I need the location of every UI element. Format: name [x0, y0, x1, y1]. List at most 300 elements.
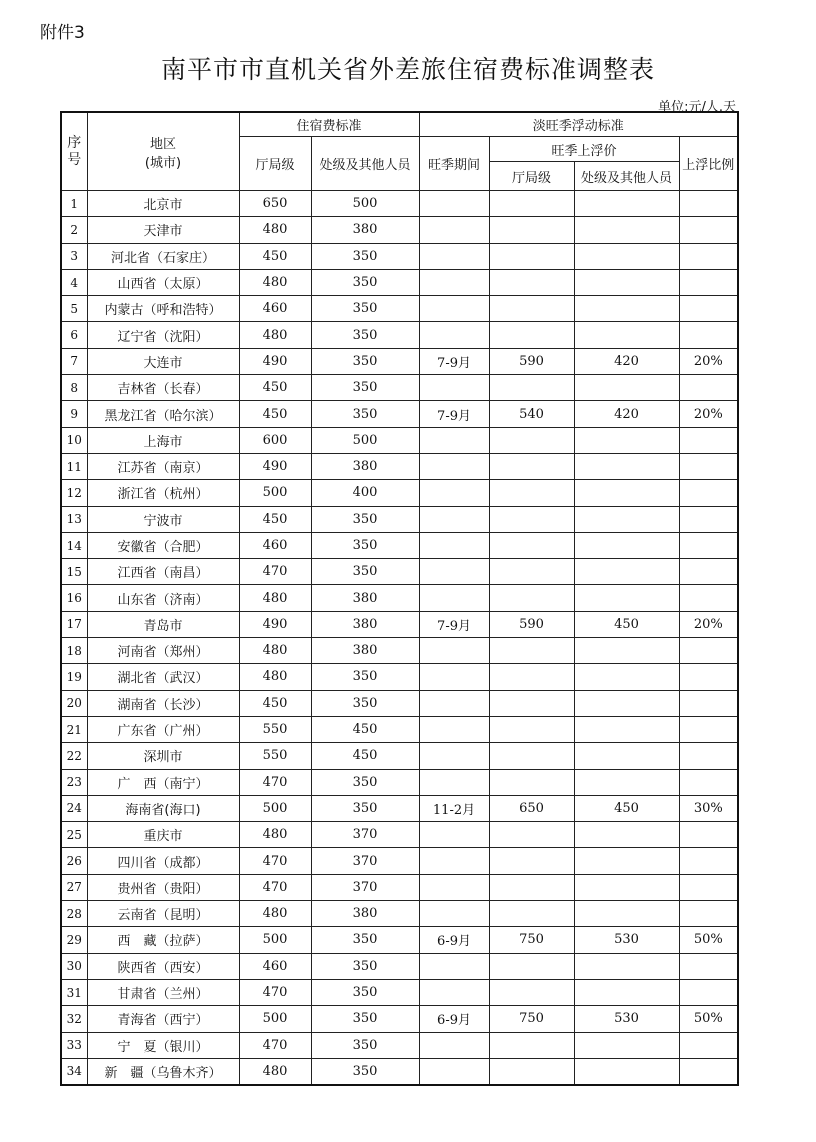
row-seq: 22: [61, 743, 87, 769]
row-lodging-bureau: 470: [239, 979, 311, 1005]
row-peak-period: [419, 953, 489, 979]
row-lodging-other: 350: [311, 532, 419, 558]
row-peak-other: [574, 874, 679, 900]
row-region: 辽宁省（沈阳）: [87, 322, 239, 348]
table-row: [61, 348, 738, 374]
row-peak-other: 450: [574, 795, 679, 821]
row-lodging-other: 450: [311, 743, 419, 769]
row-seq: 23: [61, 769, 87, 795]
row-region: 云南省（昆明）: [87, 901, 239, 927]
row-region: 江苏省（南京）: [87, 453, 239, 479]
table-row: [61, 322, 738, 348]
row-peak-other: [574, 743, 679, 769]
row-peak-period: 6-9月: [419, 927, 489, 953]
row-lodging-other: 350: [311, 401, 419, 427]
row-seq: 15: [61, 559, 87, 585]
row-peak-other: [574, 953, 679, 979]
row-lodging-other: 380: [311, 901, 419, 927]
row-lodging-other: 380: [311, 611, 419, 637]
row-lodging-bureau: 470: [239, 874, 311, 900]
row-seq: 18: [61, 638, 87, 664]
row-lodging-bureau: 500: [239, 480, 311, 506]
row-increase-ratio: [679, 690, 738, 716]
row-peak-other: 530: [574, 1006, 679, 1032]
row-increase-ratio: 30%: [679, 795, 738, 821]
row-increase-ratio: [679, 848, 738, 874]
table-row: [61, 559, 738, 585]
row-increase-ratio: [679, 453, 738, 479]
row-peak-other: [574, 638, 679, 664]
row-region: 宁 夏（银川）: [87, 1032, 239, 1058]
row-peak-other: 530: [574, 927, 679, 953]
table-row: [61, 427, 738, 453]
row-peak-bureau: [489, 1058, 574, 1085]
row-seq: 32: [61, 1006, 87, 1032]
row-peak-bureau: [489, 506, 574, 532]
row-region: 青海省（西宁）: [87, 1006, 239, 1032]
row-peak-period: 11-2月: [419, 795, 489, 821]
row-increase-ratio: [679, 322, 738, 348]
table-row: [61, 217, 738, 243]
row-peak-other: [574, 480, 679, 506]
row-seq: 12: [61, 480, 87, 506]
row-region: 宁波市: [87, 506, 239, 532]
row-peak-other: [574, 1032, 679, 1058]
row-peak-period: [419, 217, 489, 243]
row-peak-bureau: [489, 1032, 574, 1058]
row-region: 重庆市: [87, 822, 239, 848]
row-region: 江西省（南昌）: [87, 559, 239, 585]
row-region: 甘肃省（兰州）: [87, 979, 239, 1005]
table-row: [61, 664, 738, 690]
unit-label: 单位:元/人.天: [658, 100, 736, 115]
row-lodging-other: 350: [311, 243, 419, 269]
row-region: 四川省（成都）: [87, 848, 239, 874]
row-lodging-bureau: 490: [239, 611, 311, 637]
header-peak-price: 旺季上浮价: [489, 137, 679, 162]
row-seq: 11: [61, 453, 87, 479]
row-peak-period: [419, 532, 489, 558]
row-increase-ratio: 20%: [679, 401, 738, 427]
row-increase-ratio: [679, 953, 738, 979]
row-seq: 1: [61, 191, 87, 217]
header-lodging-standard: 住宿费标准: [239, 112, 419, 137]
row-region: 青岛市: [87, 611, 239, 637]
row-peak-bureau: [489, 664, 574, 690]
table-row: [61, 453, 738, 479]
table-row: [61, 611, 738, 637]
row-seq: 13: [61, 506, 87, 532]
row-lodging-bureau: 470: [239, 769, 311, 795]
row-peak-other: [574, 559, 679, 585]
row-increase-ratio: [679, 638, 738, 664]
table-row: [61, 795, 738, 821]
row-increase-ratio: [679, 979, 738, 1005]
table-row: [61, 874, 738, 900]
row-seq: 33: [61, 1032, 87, 1058]
row-region: 河南省（郑州）: [87, 638, 239, 664]
row-peak-other: 420: [574, 401, 679, 427]
row-peak-period: [419, 874, 489, 900]
row-peak-period: [419, 506, 489, 532]
row-lodging-bureau: 470: [239, 848, 311, 874]
row-peak-other: [574, 664, 679, 690]
table-row: [61, 585, 738, 611]
table-row: [61, 532, 738, 558]
row-region: 山西省（太原）: [87, 269, 239, 295]
row-peak-period: [419, 243, 489, 269]
row-peak-bureau: [489, 743, 574, 769]
row-lodging-other: 350: [311, 979, 419, 1005]
row-seq: 29: [61, 927, 87, 953]
row-region: 河北省（石家庄）: [87, 243, 239, 269]
row-peak-period: [419, 585, 489, 611]
table-row: [61, 769, 738, 795]
row-peak-period: [419, 638, 489, 664]
row-peak-bureau: 540: [489, 401, 574, 427]
row-lodging-bureau: 600: [239, 427, 311, 453]
row-lodging-other: 350: [311, 269, 419, 295]
row-peak-period: [419, 322, 489, 348]
row-lodging-other: 350: [311, 795, 419, 821]
table-row: [61, 401, 738, 427]
table-row: [61, 901, 738, 927]
row-lodging-other: 500: [311, 427, 419, 453]
row-peak-other: [574, 822, 679, 848]
row-peak-other: [574, 532, 679, 558]
row-lodging-bureau: 500: [239, 795, 311, 821]
row-increase-ratio: [679, 480, 738, 506]
row-peak-bureau: [489, 322, 574, 348]
row-peak-other: [574, 1058, 679, 1085]
row-peak-period: [419, 769, 489, 795]
row-lodging-bureau: 500: [239, 927, 311, 953]
page-title: 南平市市直机关省外差旅住宿费标准调整表: [160, 55, 655, 84]
header-region-main: 地区: [149, 136, 176, 152]
row-peak-other: [574, 979, 679, 1005]
row-seq: 19: [61, 664, 87, 690]
row-seq: 25: [61, 822, 87, 848]
row-lodging-other: 350: [311, 664, 419, 690]
row-increase-ratio: 50%: [679, 927, 738, 953]
row-seq: 16: [61, 585, 87, 611]
row-peak-bureau: [489, 585, 574, 611]
row-peak-bureau: 650: [489, 795, 574, 821]
table-row: [61, 690, 738, 716]
row-increase-ratio: [679, 243, 738, 269]
row-peak-bureau: 590: [489, 348, 574, 374]
row-peak-period: [419, 480, 489, 506]
row-region: 西 藏（拉萨）: [87, 927, 239, 953]
row-peak-bureau: [489, 480, 574, 506]
row-seq: 20: [61, 690, 87, 716]
row-region: 吉林省（长春）: [87, 375, 239, 401]
row-region: 湖北省（武汉）: [87, 664, 239, 690]
row-peak-bureau: [489, 269, 574, 295]
row-peak-bureau: [489, 243, 574, 269]
row-peak-period: [419, 901, 489, 927]
row-lodging-other: 350: [311, 322, 419, 348]
row-peak-bureau: [489, 427, 574, 453]
row-peak-bureau: 590: [489, 611, 574, 637]
row-lodging-bureau: 460: [239, 296, 311, 322]
row-region: 天津市: [87, 217, 239, 243]
row-seq: 6: [61, 322, 87, 348]
row-increase-ratio: [679, 874, 738, 900]
row-lodging-bureau: 460: [239, 953, 311, 979]
row-seq: 26: [61, 848, 87, 874]
table-row: [61, 979, 738, 1005]
row-increase-ratio: 20%: [679, 611, 738, 637]
row-seq: 5: [61, 296, 87, 322]
row-peak-other: [574, 585, 679, 611]
row-increase-ratio: [679, 375, 738, 401]
header-lodging-bureau: 厅局级: [239, 137, 311, 191]
row-lodging-bureau: 450: [239, 506, 311, 532]
row-increase-ratio: [679, 743, 738, 769]
row-increase-ratio: [679, 1032, 738, 1058]
row-peak-bureau: [489, 559, 574, 585]
row-region: 深圳市: [87, 743, 239, 769]
row-lodging-other: 350: [311, 690, 419, 716]
row-lodging-other: 370: [311, 874, 419, 900]
row-peak-other: [574, 243, 679, 269]
row-peak-bureau: 750: [489, 927, 574, 953]
table-row: [61, 1058, 738, 1085]
row-peak-bureau: [489, 901, 574, 927]
row-peak-period: [419, 375, 489, 401]
row-increase-ratio: [679, 506, 738, 532]
row-region: 广东省（广州）: [87, 716, 239, 742]
row-peak-other: [574, 375, 679, 401]
row-peak-period: [419, 1032, 489, 1058]
row-seq: 14: [61, 532, 87, 558]
row-region: 陕西省（西安）: [87, 953, 239, 979]
row-peak-other: [574, 296, 679, 322]
row-peak-bureau: [489, 822, 574, 848]
row-region: 贵州省（贵阳）: [87, 874, 239, 900]
row-lodging-bureau: 650: [239, 191, 311, 217]
row-region: 上海市: [87, 427, 239, 453]
row-lodging-other: 350: [311, 296, 419, 322]
row-lodging-other: 380: [311, 638, 419, 664]
row-seq: 34: [61, 1058, 87, 1085]
row-seq: 28: [61, 901, 87, 927]
row-peak-other: [574, 769, 679, 795]
table-row: [61, 822, 738, 848]
row-lodging-other: 370: [311, 848, 419, 874]
row-lodging-other: 450: [311, 716, 419, 742]
row-peak-period: [419, 822, 489, 848]
row-peak-bureau: [489, 453, 574, 479]
row-increase-ratio: [679, 427, 738, 453]
row-peak-bureau: [489, 638, 574, 664]
row-lodging-bureau: 490: [239, 453, 311, 479]
row-lodging-bureau: 480: [239, 1058, 311, 1085]
row-increase-ratio: [679, 217, 738, 243]
row-peak-other: [574, 506, 679, 532]
row-lodging-bureau: 480: [239, 217, 311, 243]
row-region: 浙江省（杭州）: [87, 480, 239, 506]
row-lodging-bureau: 480: [239, 322, 311, 348]
table-row: [61, 296, 738, 322]
row-seq: 10: [61, 427, 87, 453]
row-lodging-other: 380: [311, 217, 419, 243]
row-peak-other: [574, 690, 679, 716]
row-lodging-bureau: 450: [239, 401, 311, 427]
row-region: 北京市: [87, 191, 239, 217]
row-peak-bureau: [489, 769, 574, 795]
row-lodging-bureau: 550: [239, 743, 311, 769]
row-lodging-other: 380: [311, 453, 419, 479]
row-peak-other: [574, 191, 679, 217]
row-peak-period: 7-9月: [419, 611, 489, 637]
row-seq: 4: [61, 269, 87, 295]
table-row: [61, 927, 738, 953]
header-seasonal-standard: 淡旺季浮动标准: [419, 112, 738, 137]
header-region-sub: (城市): [144, 155, 182, 171]
row-peak-bureau: [489, 848, 574, 874]
lodging-standard-table: [60, 111, 739, 1086]
row-lodging-other: 350: [311, 506, 419, 532]
row-increase-ratio: [679, 716, 738, 742]
row-region: 大连市: [87, 348, 239, 374]
row-increase-ratio: [679, 664, 738, 690]
row-lodging-bureau: 490: [239, 348, 311, 374]
row-lodging-bureau: 480: [239, 664, 311, 690]
table-row: [61, 506, 738, 532]
row-peak-period: [419, 1058, 489, 1085]
row-peak-period: [419, 979, 489, 1005]
row-peak-bureau: [489, 375, 574, 401]
table-row: [61, 1032, 738, 1058]
header-peak-period: 旺季期间: [419, 137, 489, 191]
row-peak-bureau: [489, 716, 574, 742]
row-peak-bureau: [489, 979, 574, 1005]
row-lodging-bureau: 480: [239, 901, 311, 927]
row-lodging-other: 350: [311, 927, 419, 953]
row-lodging-bureau: 450: [239, 243, 311, 269]
row-lodging-bureau: 500: [239, 1006, 311, 1032]
row-peak-bureau: [489, 296, 574, 322]
row-lodging-bureau: 470: [239, 559, 311, 585]
row-lodging-other: 380: [311, 585, 419, 611]
row-increase-ratio: [679, 269, 738, 295]
row-lodging-bureau: 550: [239, 716, 311, 742]
row-increase-ratio: [679, 191, 738, 217]
row-peak-other: 420: [574, 348, 679, 374]
header-increase-ratio: 上浮比例: [679, 137, 738, 191]
row-peak-period: [419, 269, 489, 295]
row-lodging-bureau: 450: [239, 690, 311, 716]
table-row: [61, 375, 738, 401]
row-peak-other: [574, 269, 679, 295]
row-lodging-other: 350: [311, 1058, 419, 1085]
row-lodging-other: 350: [311, 1032, 419, 1058]
row-peak-bureau: [489, 874, 574, 900]
row-seq: 8: [61, 375, 87, 401]
row-increase-ratio: [679, 822, 738, 848]
row-lodging-bureau: 460: [239, 532, 311, 558]
row-seq: 31: [61, 979, 87, 1005]
table-row: [61, 716, 738, 742]
attachment-label: 附件3: [40, 23, 85, 43]
row-region: 内蒙古（呼和浩特）: [87, 296, 239, 322]
row-peak-other: [574, 901, 679, 927]
table-row: [61, 848, 738, 874]
table-row: [61, 243, 738, 269]
row-increase-ratio: [679, 296, 738, 322]
row-region: 安徽省（合肥）: [87, 532, 239, 558]
row-peak-bureau: [489, 532, 574, 558]
row-lodging-bureau: 450: [239, 375, 311, 401]
row-seq: 9: [61, 401, 87, 427]
row-peak-period: [419, 716, 489, 742]
row-peak-other: [574, 848, 679, 874]
table-row: [61, 743, 738, 769]
row-peak-period: [419, 743, 489, 769]
row-peak-period: 6-9月: [419, 1006, 489, 1032]
row-lodging-other: 400: [311, 480, 419, 506]
row-peak-other: [574, 427, 679, 453]
row-peak-period: [419, 559, 489, 585]
row-lodging-bureau: 480: [239, 269, 311, 295]
row-increase-ratio: [679, 532, 738, 558]
row-peak-period: [419, 191, 489, 217]
row-region: 山东省（济南）: [87, 585, 239, 611]
row-lodging-other: 350: [311, 769, 419, 795]
row-seq: 7: [61, 348, 87, 374]
row-lodging-other: 350: [311, 953, 419, 979]
row-peak-bureau: [489, 217, 574, 243]
header-seq: 序号: [61, 112, 87, 191]
row-seq: 27: [61, 874, 87, 900]
row-lodging-bureau: 480: [239, 822, 311, 848]
row-lodging-other: 500: [311, 191, 419, 217]
row-peak-other: [574, 217, 679, 243]
row-seq: 21: [61, 716, 87, 742]
row-lodging-other: 370: [311, 822, 419, 848]
row-seq: 3: [61, 243, 87, 269]
row-peak-period: [419, 848, 489, 874]
row-increase-ratio: [679, 901, 738, 927]
row-seq: 30: [61, 953, 87, 979]
row-peak-other: [574, 716, 679, 742]
row-region: 湖南省（长沙）: [87, 690, 239, 716]
table-row: [61, 953, 738, 979]
header-peak-bureau: 厅局级: [489, 162, 574, 191]
row-peak-bureau: 750: [489, 1006, 574, 1032]
row-lodging-other: 350: [311, 1006, 419, 1032]
row-seq: 2: [61, 217, 87, 243]
row-peak-period: [419, 296, 489, 322]
row-peak-period: [419, 664, 489, 690]
row-lodging-other: 350: [311, 375, 419, 401]
row-peak-period: [419, 690, 489, 716]
row-increase-ratio: 20%: [679, 348, 738, 374]
row-peak-other: [574, 453, 679, 479]
row-increase-ratio: [679, 559, 738, 585]
table-row: [61, 1006, 738, 1032]
header-region: [87, 112, 239, 191]
row-lodging-bureau: 480: [239, 638, 311, 664]
row-increase-ratio: 50%: [679, 1006, 738, 1032]
header-peak-other: 处级及其他人员: [574, 162, 679, 191]
table-row: [61, 638, 738, 664]
row-peak-bureau: [489, 690, 574, 716]
table-row: [61, 269, 738, 295]
header-lodging-other: 处级及其他人员: [311, 137, 419, 191]
